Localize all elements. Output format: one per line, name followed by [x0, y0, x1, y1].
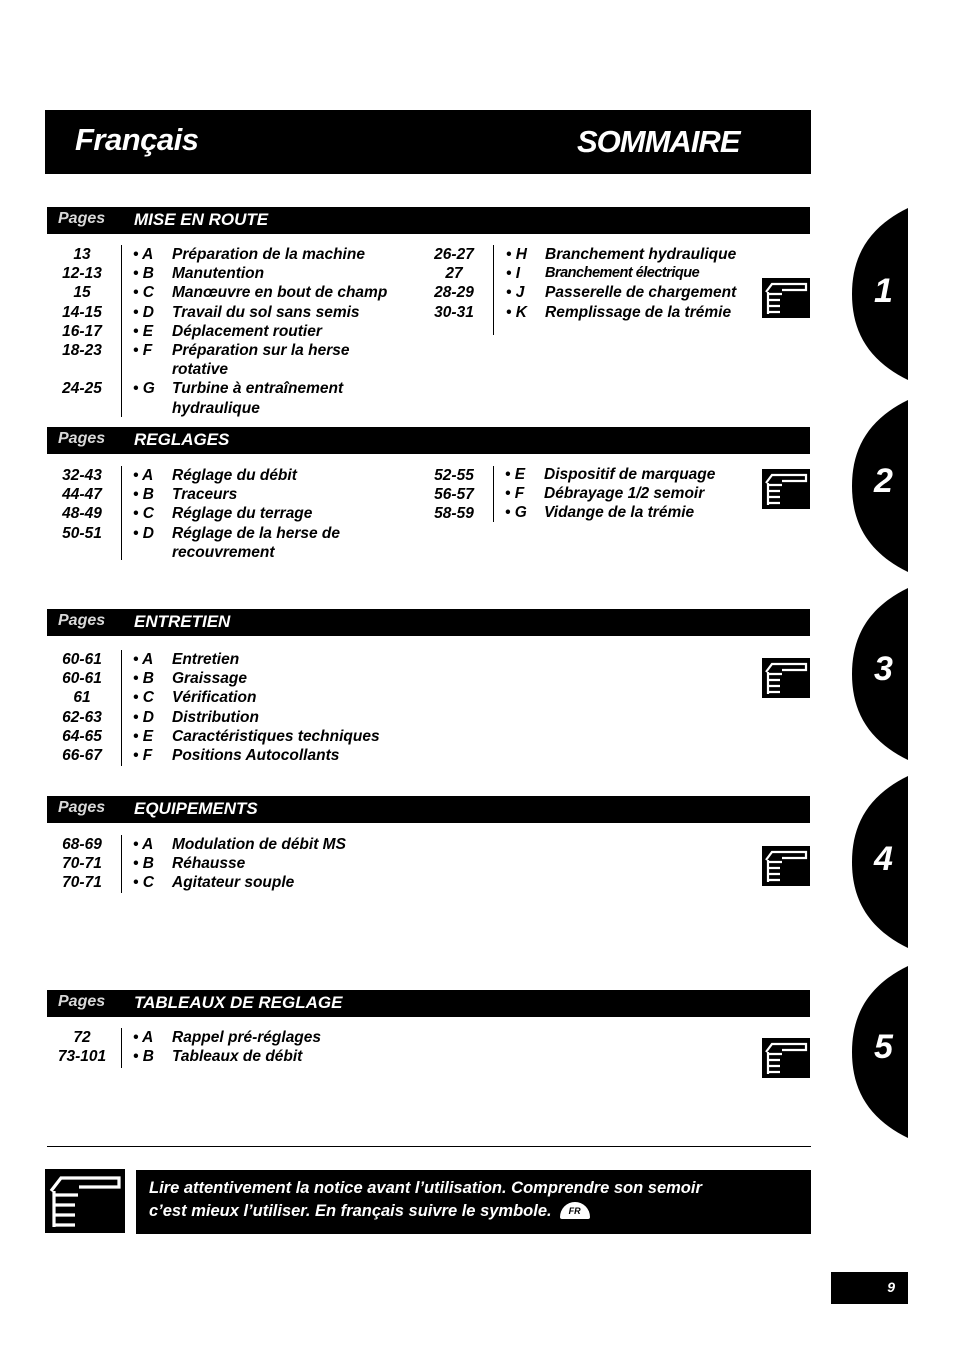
- section-title: MISE EN ROUTE: [134, 210, 269, 229]
- column-divider: [121, 1028, 122, 1068]
- tab-section-4[interactable]: [852, 776, 908, 948]
- toc-item[interactable]: • G Vidange de la trémie: [505, 504, 695, 522]
- toc-item[interactable]: • E Caractéristiques techniques: [133, 727, 380, 745]
- pages-label: Pages: [58, 799, 106, 816]
- toc-list: [506, 245, 756, 322]
- pages-label: Pages: [58, 430, 106, 447]
- section-title: TABLEAUX DE REGLAGE: [134, 993, 343, 1012]
- page-ref: 24-25: [62, 380, 102, 398]
- toc-item[interactable]: • C Réglage du terrage: [133, 505, 313, 523]
- page-ref: 58-59: [434, 505, 474, 523]
- tab-section-3[interactable]: [852, 588, 908, 760]
- page-ref: 48-49: [62, 505, 102, 523]
- toc-item[interactable]: • A Rappel pré-réglages: [133, 1029, 322, 1046]
- column-divider: [121, 245, 122, 417]
- page-ref: 12-13: [62, 265, 102, 283]
- note-line-1: Lire attentivement la notice avant l’utilisation. Comprendre son semoir: [149, 1179, 702, 1197]
- pointing-hand-icon: [762, 469, 810, 509]
- section-bar-tableaux-de-reglage: [47, 990, 810, 1017]
- section-bar-reglages: [47, 427, 810, 454]
- page-ref: 18-23: [62, 342, 102, 360]
- header-banner: [45, 110, 811, 174]
- toc-list: [133, 245, 423, 418]
- tab-section-5[interactable]: [852, 966, 908, 1138]
- section-title: ENTRETIEN: [134, 612, 231, 631]
- toc-item[interactable]: • C Manœuvre en bout de champ: [133, 284, 388, 302]
- page-ref: 56-57: [434, 486, 474, 504]
- toc-item[interactable]: • F Débrayage 1/2 semoir: [505, 485, 705, 503]
- column-divider: [493, 245, 494, 335]
- page-ref: 26-27: [434, 246, 474, 263]
- toc-item[interactable]: • I Branchement électrique: [506, 265, 700, 283]
- pages-column: [50, 466, 114, 543]
- toc-list: [505, 465, 755, 523]
- page-ref: 32-43: [62, 467, 102, 484]
- tab-number: 5: [874, 1028, 893, 1066]
- page-ref: 28-29: [434, 284, 474, 302]
- pages-label: Pages: [58, 210, 106, 227]
- pages-column: [424, 245, 484, 322]
- section-title: REGLAGES: [134, 430, 230, 449]
- toc-item[interactable]: • F Positions Autocollants: [133, 747, 340, 765]
- page-ref: 72: [73, 1029, 91, 1046]
- pointing-hand-icon: [762, 1038, 810, 1078]
- toc-item[interactable]: • E Déplacement routier: [133, 322, 322, 340]
- pages-label: Pages: [58, 612, 106, 629]
- pages-label: Pages: [58, 993, 106, 1010]
- toc-item[interactable]: • B Tableaux de débit: [133, 1048, 303, 1066]
- toc-item[interactable]: • A Entretien: [133, 651, 240, 668]
- column-divider: [121, 466, 122, 560]
- toc-list: [133, 466, 423, 562]
- toc-item[interactable]: • K Remplissage de la trémie: [506, 303, 732, 321]
- section-bar-equipements: [47, 796, 810, 823]
- page-ref: 52-55: [434, 467, 474, 484]
- toc-item[interactable]: • D Distribution: [133, 708, 259, 726]
- page-ref: 70-71: [62, 874, 102, 892]
- section-title: EQUIPEMENTS: [134, 799, 258, 818]
- page-ref: 60-61: [62, 651, 102, 668]
- page-ref: 15: [73, 284, 91, 302]
- pointing-hand-icon: [762, 278, 810, 318]
- page-ref: 44-47: [62, 486, 102, 504]
- section-bar-entretien: [47, 609, 810, 636]
- toc-item[interactable]: • C Vérification: [133, 689, 257, 707]
- column-divider: [121, 650, 122, 766]
- tab-section-2[interactable]: [852, 400, 908, 572]
- pointing-hand-icon: [45, 1169, 125, 1233]
- toc-item[interactable]: • B Traceurs: [133, 486, 238, 504]
- toc-item[interactable]: • D Réglage de la herse de recouvrement: [133, 524, 340, 561]
- page-ref: 73-101: [57, 1048, 107, 1066]
- toc-item[interactable]: • A Réglage du débit: [133, 467, 297, 484]
- column-divider: [121, 835, 122, 893]
- page-title: SOMMAIRE: [577, 124, 740, 159]
- fr-badge-icon: FR: [560, 1202, 590, 1219]
- toc-item[interactable]: • F Préparation sur la herse rotative: [133, 342, 350, 379]
- note-line-2: c’est mieux l’utiliser. En français suivre le symbole. FR: [149, 1202, 590, 1221]
- toc-item[interactable]: • C Agitateur souple: [133, 874, 295, 892]
- language-title: Français: [75, 122, 199, 157]
- tab-number: 3: [874, 650, 893, 688]
- toc-item[interactable]: • H Branchement hydraulique: [506, 246, 737, 263]
- page-ref: 13: [73, 246, 91, 263]
- page-ref: 66-67: [62, 747, 102, 765]
- page-ref: 14-15: [62, 303, 102, 321]
- tab-number: 2: [874, 462, 893, 500]
- column-divider: [493, 466, 494, 522]
- section-bar-mise-en-route: [47, 207, 810, 234]
- page-ref: 62-63: [62, 708, 102, 726]
- page-ref: 50-51: [62, 524, 102, 542]
- pages-column: [50, 650, 114, 765]
- pages-column: [424, 466, 484, 524]
- pages-column: [48, 1028, 116, 1066]
- page-ref: 61: [73, 689, 91, 707]
- toc-item[interactable]: • G Turbine à entraînement hydraulique: [133, 380, 344, 417]
- page-ref: 30-31: [434, 303, 474, 321]
- pages-column: [50, 835, 114, 893]
- instruction-note: [136, 1170, 811, 1234]
- pages-column: [50, 245, 114, 399]
- page-number-box: [831, 1272, 908, 1304]
- page-ref: 70-71: [62, 855, 102, 873]
- toc-item[interactable]: • B Graissage: [133, 670, 247, 688]
- toc-list: [133, 650, 433, 765]
- toc-item[interactable]: • J Passerelle de chargement: [506, 284, 737, 302]
- toc-item[interactable]: • B Réhausse: [133, 855, 246, 873]
- page-ref: 60-61: [62, 670, 102, 688]
- toc-item[interactable]: • A Modulation de débit MS: [133, 836, 346, 853]
- toc-list: [133, 835, 433, 893]
- pointing-hand-icon: [762, 658, 810, 698]
- toc-item[interactable]: • A Préparation de la machine: [133, 246, 365, 263]
- page-number: 9: [887, 1279, 895, 1295]
- toc-item[interactable]: • E Dispositif de marquage: [505, 466, 716, 483]
- toc-item[interactable]: • D Travail du sol sans semis: [133, 303, 360, 321]
- page-ref: 27: [445, 265, 463, 283]
- toc-item[interactable]: • B Manutention: [133, 265, 265, 283]
- tab-section-1[interactable]: [852, 208, 908, 380]
- toc-list: [133, 1028, 433, 1066]
- page-ref: 16-17: [62, 322, 102, 340]
- page-ref: 64-65: [62, 727, 102, 745]
- tab-number: 1: [874, 272, 893, 310]
- horizontal-divider: [47, 1146, 811, 1147]
- pointing-hand-icon: [762, 846, 810, 886]
- page-ref: 68-69: [62, 836, 102, 853]
- tab-number: 4: [874, 840, 893, 878]
